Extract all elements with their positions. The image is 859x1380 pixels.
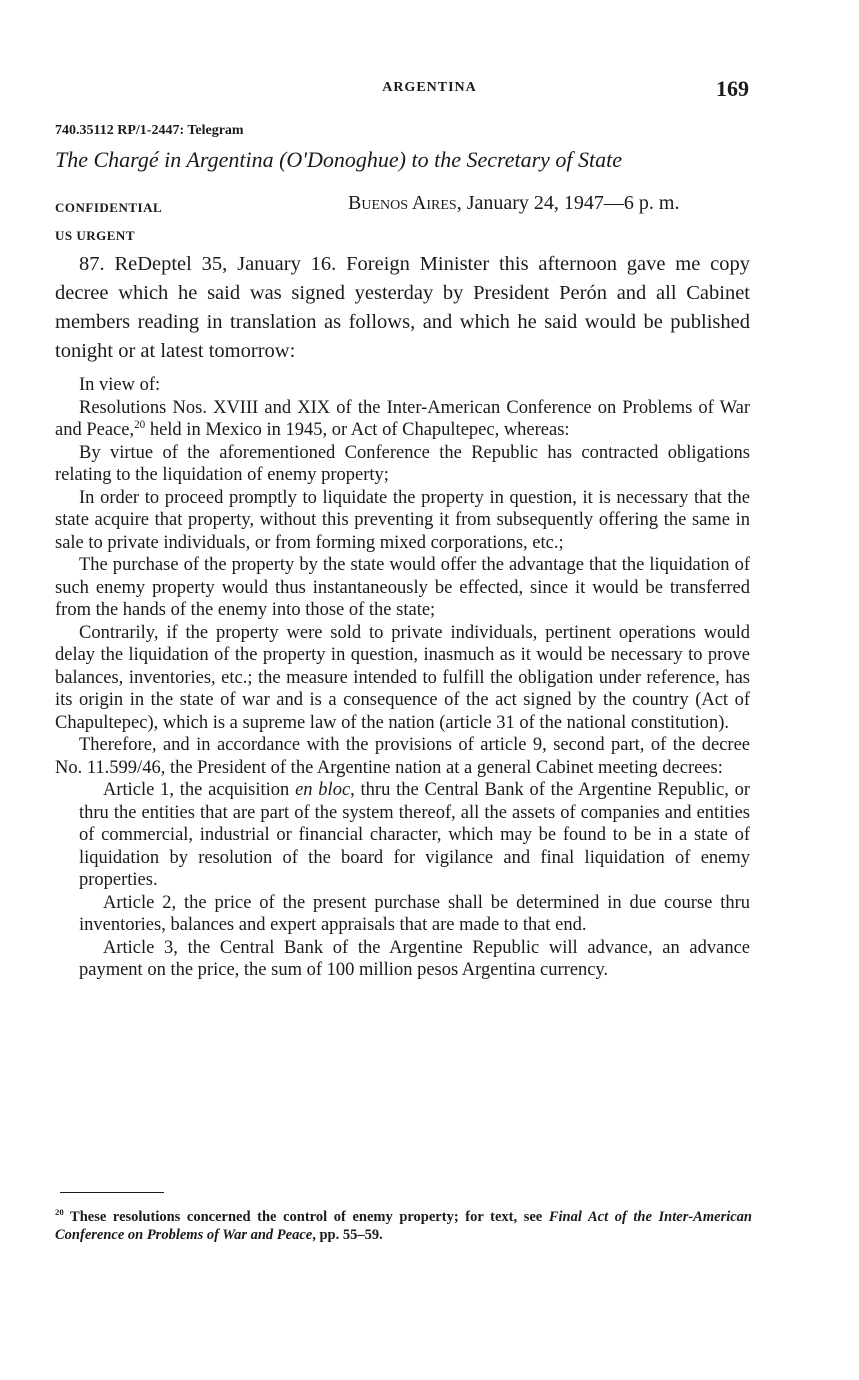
decree-resolutions xyxy=(55,397,750,442)
article-1-emphasis: en bloc xyxy=(295,780,351,800)
decree-text xyxy=(55,374,750,982)
decree-article-3: Article 3, the Central Bank of the Argentine Republic will advance, an advance payment on the price, the sum of 100 million pesos Argentina currency. xyxy=(79,937,750,980)
decree-therefore: Therefore, and in accordance with the provisions of article 9, second part, of the decree No. 11.599/46, the President of the Argentine nation at a general Cabinet meeting decrees: xyxy=(55,735,750,778)
article-1-text-b: , thru the Central Bank of the Argentine Republic, or thru the entities that are part of the system thereof, all the assets of companies and entities of commercial, industrial or financial character, which may be found to be in a state of liquidation by resolution of the board for vigilance and final liquidation of enemy properties. xyxy=(79,780,750,890)
footnote-divider xyxy=(60,1192,164,1193)
telegram-intro xyxy=(55,250,750,366)
dateline xyxy=(348,192,679,215)
decree-whereas-2: In order to proceed promptly to liquidate the property in question, it is necessary that the state acquire that property, without this preventing it from subsequently offering the same in sale to private individuals, or from forming mixed corporations, etc.; xyxy=(55,487,750,553)
decree-whereas-1: By virtue of the aforementioned Conference the Republic has contracted obligations relating to the liquidation of enemy property; xyxy=(55,442,750,485)
file-reference: 740.35112 RP/1-2447: Telegram xyxy=(55,123,244,138)
page-number: 169 xyxy=(716,76,749,101)
resolutions-text-b: held in Mexico in 1945, or Act of Chapultepec, whereas: xyxy=(145,420,570,440)
decree-whereas-3: The purchase of the property by the state would offer the advantage that the liquidation of such enemy property would thus instantaneously be effected, since it would be transferred from the hands of the enemy into those of the state; xyxy=(55,555,750,620)
intro-paragraph: 87. ReDeptel 35, January 16. Foreign Minister this afternoon gave me copy decree which he said was signed yesterday by President Perón and all Cabinet members reading in translation as follows, and which he said would be published tonight or at latest tomorrow: xyxy=(55,253,750,362)
decree-whereas-4: Contrarily, if the property were sold to private individuals, pertinent operations would delay the liquidation of the property in question, inasmuch as it would be necessary to prove balances, inventories, etc.; the measure intended to fulfill the obligation under reference, has its origin in the state of war and is a consequence of the act signed by the country (Act of Chapultepec), which is a supreme law of the nation (article 31 of the national constitution). xyxy=(55,622,750,733)
footnote-text: These resolutions concerned the control of enemy property; for text, see xyxy=(63,1209,549,1225)
footnote-reference: 20 xyxy=(134,418,146,431)
article-1-text-a: Article 1, the acquisition xyxy=(103,780,296,800)
footnote xyxy=(55,1208,752,1244)
footnote-pages: , pp. 55–59. xyxy=(312,1227,383,1243)
decree-article-2: Article 2, the price of the present purchase shall be determined in due course thru inventories, balances and expert appraisals that are made to that end. xyxy=(79,892,750,935)
decree-article-1 xyxy=(55,779,750,892)
document-title: The Chargé in Argentina (O'Donoghue) to the Secretary of State xyxy=(55,147,623,172)
priority-label: US URGENT xyxy=(55,228,135,243)
dateline-place: Buenos Aires xyxy=(348,192,457,214)
footnote-marker: 20 xyxy=(55,1207,64,1218)
dateline-date: , January 24, 1947—6 p. m. xyxy=(456,192,680,214)
running-title: ARGENTINA xyxy=(382,80,477,95)
decree-in-view-of: In view of: xyxy=(79,375,161,395)
classification-label: CONFIDENTIAL xyxy=(55,200,163,215)
resolutions-text-a: Resolutions Nos. XVIII and XIX of the Inter-American Conference on Problems of War and Peace, xyxy=(55,397,750,440)
footnote-source-title: Final Act of the Inter-American Conference on Problems of War and Peace xyxy=(55,1209,752,1243)
